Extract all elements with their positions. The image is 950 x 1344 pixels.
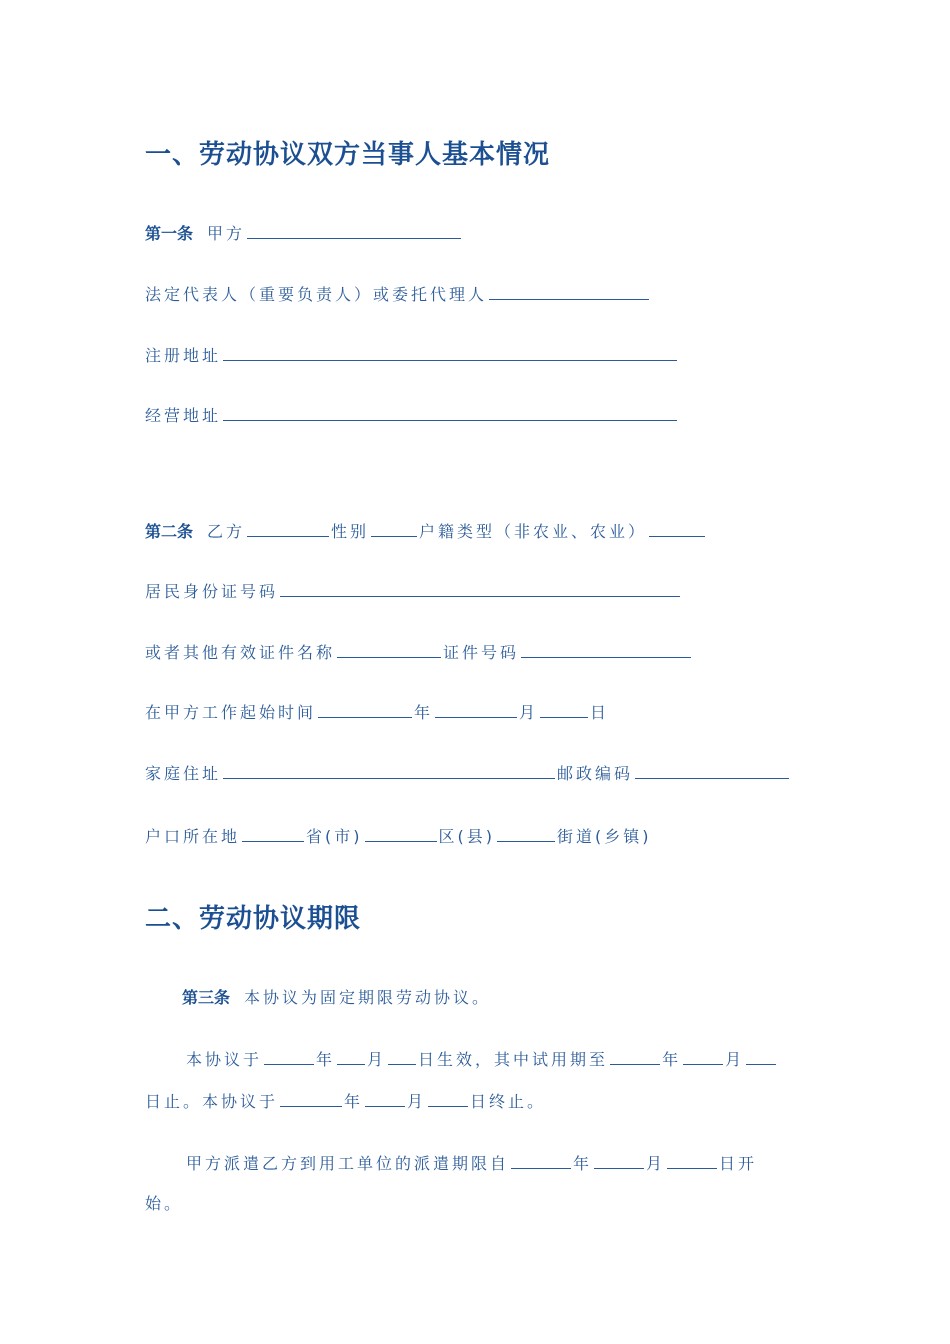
effective-date-line [186,1048,778,1072]
hukou-type-label: 户籍类型（非农业、农业） [419,522,648,541]
end-date-line [145,1090,546,1114]
start-day-label: 日 [590,703,610,722]
effective-year-label: 年 [316,1050,336,1069]
legal-rep-label: 法定代表人（重要负责人）或委托代理人 [145,285,488,304]
gender-field[interactable] [371,520,417,537]
cert-number-label: 证件号码 [443,643,520,662]
article-1-label: 第一条 [145,224,194,243]
probation-year-field[interactable] [610,1048,660,1065]
start-month-label: 月 [519,703,539,722]
other-id-name-field[interactable] [337,641,441,658]
start-year-label: 年 [414,703,434,722]
biz-address-field[interactable] [223,404,677,421]
probation-month-field[interactable] [683,1048,723,1065]
street-field[interactable] [497,825,555,842]
gender-label: 性别 [331,522,370,541]
dispatch-month-label: 月 [646,1154,666,1173]
end-year-label: 年 [344,1092,364,1111]
home-address-label: 家庭住址 [145,764,222,783]
biz-address-line [145,404,679,428]
effective-year-field[interactable] [264,1048,314,1065]
effective-month-label: 月 [367,1050,387,1069]
home-address-field[interactable] [223,762,555,779]
start-day-field[interactable] [540,701,588,718]
id-number-label: 居民身份证号码 [145,582,279,601]
dispatch-suffix: 日开 [719,1154,758,1173]
article-2-label: 第二条 [145,522,194,541]
reg-address-line [145,344,679,368]
postcode-field[interactable] [635,762,789,779]
end-day-field[interactable] [428,1090,468,1107]
article-3-line [182,986,491,1010]
hukou-location-line [145,825,652,849]
province-label: 省(市) [306,827,363,846]
dispatch-day-field[interactable] [667,1152,717,1169]
start-time-label: 在甲方工作起始时间 [145,703,317,722]
party-a-label: 甲方 [207,224,246,243]
home-address-line [145,762,791,786]
end-year-field[interactable] [280,1090,342,1107]
dispatch-prefix: 甲方派遣乙方到用工单位的派遣期限自 [186,1154,510,1173]
start-time-line [145,701,609,725]
effective-mid: 日生效，其中试用期至 [418,1050,609,1069]
dispatch-year-field[interactable] [511,1152,571,1169]
party-a-field[interactable] [247,222,461,239]
other-id-line [145,641,693,665]
hukou-type-field[interactable] [649,520,705,537]
district-label: 区(县) [438,827,496,846]
postcode-label: 邮政编码 [557,764,634,783]
effective-day-field[interactable] [388,1048,416,1065]
end-suffix: 日终止。 [470,1092,547,1111]
other-id-name-label: 或者其他有效证件名称 [145,643,336,662]
biz-address-label: 经营地址 [145,406,222,425]
street-label: 街道(乡镇) [557,827,652,846]
dispatch-end-line [145,1192,183,1216]
hukou-location-label: 户口所在地 [145,827,241,846]
article-2-party-b [145,520,707,544]
party-b-label: 乙方 [207,522,246,541]
section-1-title: 一、劳动协议双方当事人基本情况 [145,140,551,170]
start-year-field[interactable] [318,701,412,718]
section-2-title: 二、劳动协议期限 [145,904,362,934]
legal-rep-line [145,283,651,307]
dispatch-year-label: 年 [573,1154,593,1173]
legal-rep-field[interactable] [489,283,649,300]
article-1-party-a [145,222,463,246]
dispatch-end: 始。 [145,1194,184,1213]
probation-year-label: 年 [662,1050,682,1069]
cert-number-field[interactable] [521,641,691,658]
reg-address-field[interactable] [223,344,677,361]
dispatch-line [186,1152,757,1176]
start-month-field[interactable] [435,701,517,718]
dispatch-month-field[interactable] [594,1152,644,1169]
end-month-field[interactable] [365,1090,405,1107]
id-number-line [145,580,682,604]
probation-day-field[interactable] [746,1048,776,1065]
province-field[interactable] [242,825,304,842]
end-prefix: 日止。本协议于 [145,1092,279,1111]
end-month-label: 月 [407,1092,427,1111]
party-b-field[interactable] [247,520,329,537]
probation-month-label: 月 [725,1050,745,1069]
district-field[interactable] [365,825,437,842]
article-3-text: 本协议为固定期限劳动协议。 [244,988,492,1007]
effective-prefix: 本协议于 [186,1050,263,1069]
article-3-label: 第三条 [182,988,231,1007]
id-number-field[interactable] [280,580,680,597]
effective-month-field[interactable] [337,1048,365,1065]
reg-address-label: 注册地址 [145,346,222,365]
